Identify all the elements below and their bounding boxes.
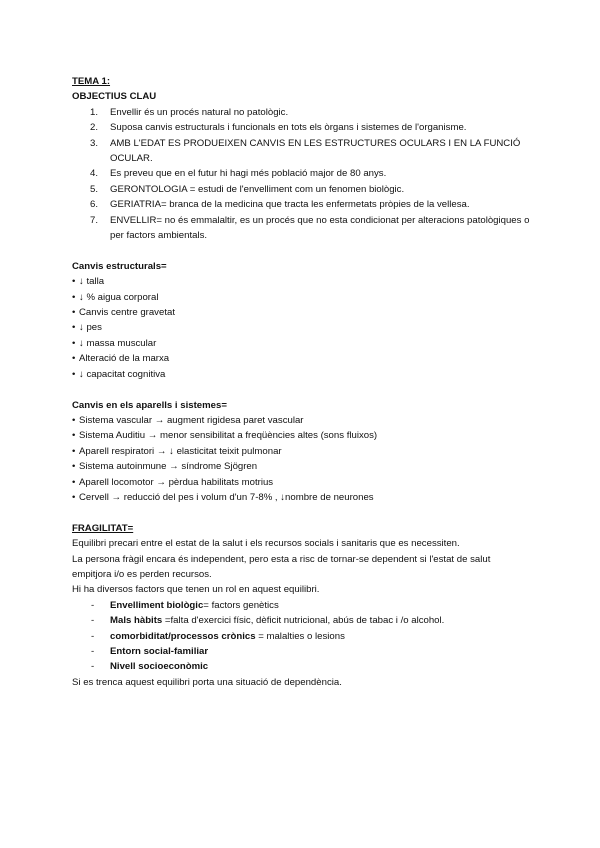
list-item: 7. ENVELLIR= no és emmalaltir, es un procés que no esta condicionat per alteracions patològiques o per factors ambientals. xyxy=(90,214,530,242)
section-heading-systems: Canvis en els aparells i sistemes= xyxy=(72,399,227,411)
paragraph: Equilibri precari entre el estat de la salut i els recursos socials i sanitaris que es necessiten. xyxy=(72,538,460,550)
list-item: • Alteració de la marxa xyxy=(72,351,532,366)
paragraph: Si es trenca aquest equilibri porta una situació de dependència. xyxy=(72,676,342,688)
list-item: 4. Es preveu que en el futur hi hagi més població major de 80 anys. xyxy=(90,168,387,180)
list-item: • ↓ pes xyxy=(72,320,532,335)
structural-list xyxy=(72,274,532,382)
list-item: 1. Envellir és un procés natural no patològic. xyxy=(90,106,289,118)
list-item: • ↓ massa muscular xyxy=(72,336,532,351)
list-item: • Sistema Auditiu → menor sensibilitat a freqüències altes (sons fluixos) xyxy=(72,428,532,443)
page-title: TEMA 1: xyxy=(72,76,111,87)
list-item: • ↓ talla xyxy=(72,274,532,289)
list-item: 5. GERONTOLOGIA = estudi de l'envelliment com un fenomen biològic. xyxy=(90,183,405,195)
list-item: • Aparell locomotor → pèrdua habilitats motrius xyxy=(72,475,532,490)
list-item: • ↓ capacitat cognitiva xyxy=(72,367,532,382)
document-page xyxy=(72,74,532,690)
list-item: • ↓ % aigua corporal xyxy=(72,290,532,305)
list-item: • Sistema autoinmune → síndrome Sjögren xyxy=(72,459,532,474)
list-item: 2. Suposa canvis estructurals i funcionals en tots els òrgans i sistemes de l'organisme. xyxy=(90,122,467,134)
list-item: - Entorn social-familiar xyxy=(72,644,532,659)
list-item: • Aparell respiratori → ↓ elasticitat teixit pulmonar xyxy=(72,444,532,459)
list-item: - Mals hàbits =falta d'exercici físic, dèficit nutricional, abús de tabac i /o alcohol. xyxy=(72,613,532,628)
section-heading-structural: Canvis estructurals= xyxy=(72,260,167,272)
list-item: • Sistema vascular → augment rigidesa paret vascular xyxy=(72,413,532,428)
list-item: - Envelliment biològic= factors genètics xyxy=(72,598,532,613)
list-item: • Canvis centre gravetat xyxy=(72,305,532,320)
list-item: - Nivell socioeconòmic xyxy=(72,659,532,674)
section-heading-fragility: FRAGILITAT= xyxy=(72,522,134,534)
factors-list xyxy=(72,598,532,675)
list-item: 6. GERIATRIA= branca de la medicina que tracta les enfermetats pròpies de la vellesa. xyxy=(90,199,470,211)
list-item: • Cervell → reducció del pes i volum d'un 7-8% , ↓nombre de neurones xyxy=(72,490,532,505)
section-heading-objectives: OBJECTIUS CLAU xyxy=(72,91,157,103)
list-item: 3. AMB L'EDAT ES PRODUEIXEN CANVIS EN LES ESTRUCTURES OCULARS I EN LA FUNCIÓ OCULAR. xyxy=(90,137,521,165)
paragraph: La persona fràgil encara és independent, pero esta a risc de tornar-se dependent si l'estat de salut empitjora i/o es perden recursos. xyxy=(72,553,491,580)
list-item: - comorbiditat/processos crònics = malalties o lesions xyxy=(72,629,532,644)
systems-list xyxy=(72,413,532,505)
objectives-list xyxy=(72,105,532,244)
paragraph: Hi ha diversos factors que tenen un rol en aquest equilibri. xyxy=(72,584,320,596)
